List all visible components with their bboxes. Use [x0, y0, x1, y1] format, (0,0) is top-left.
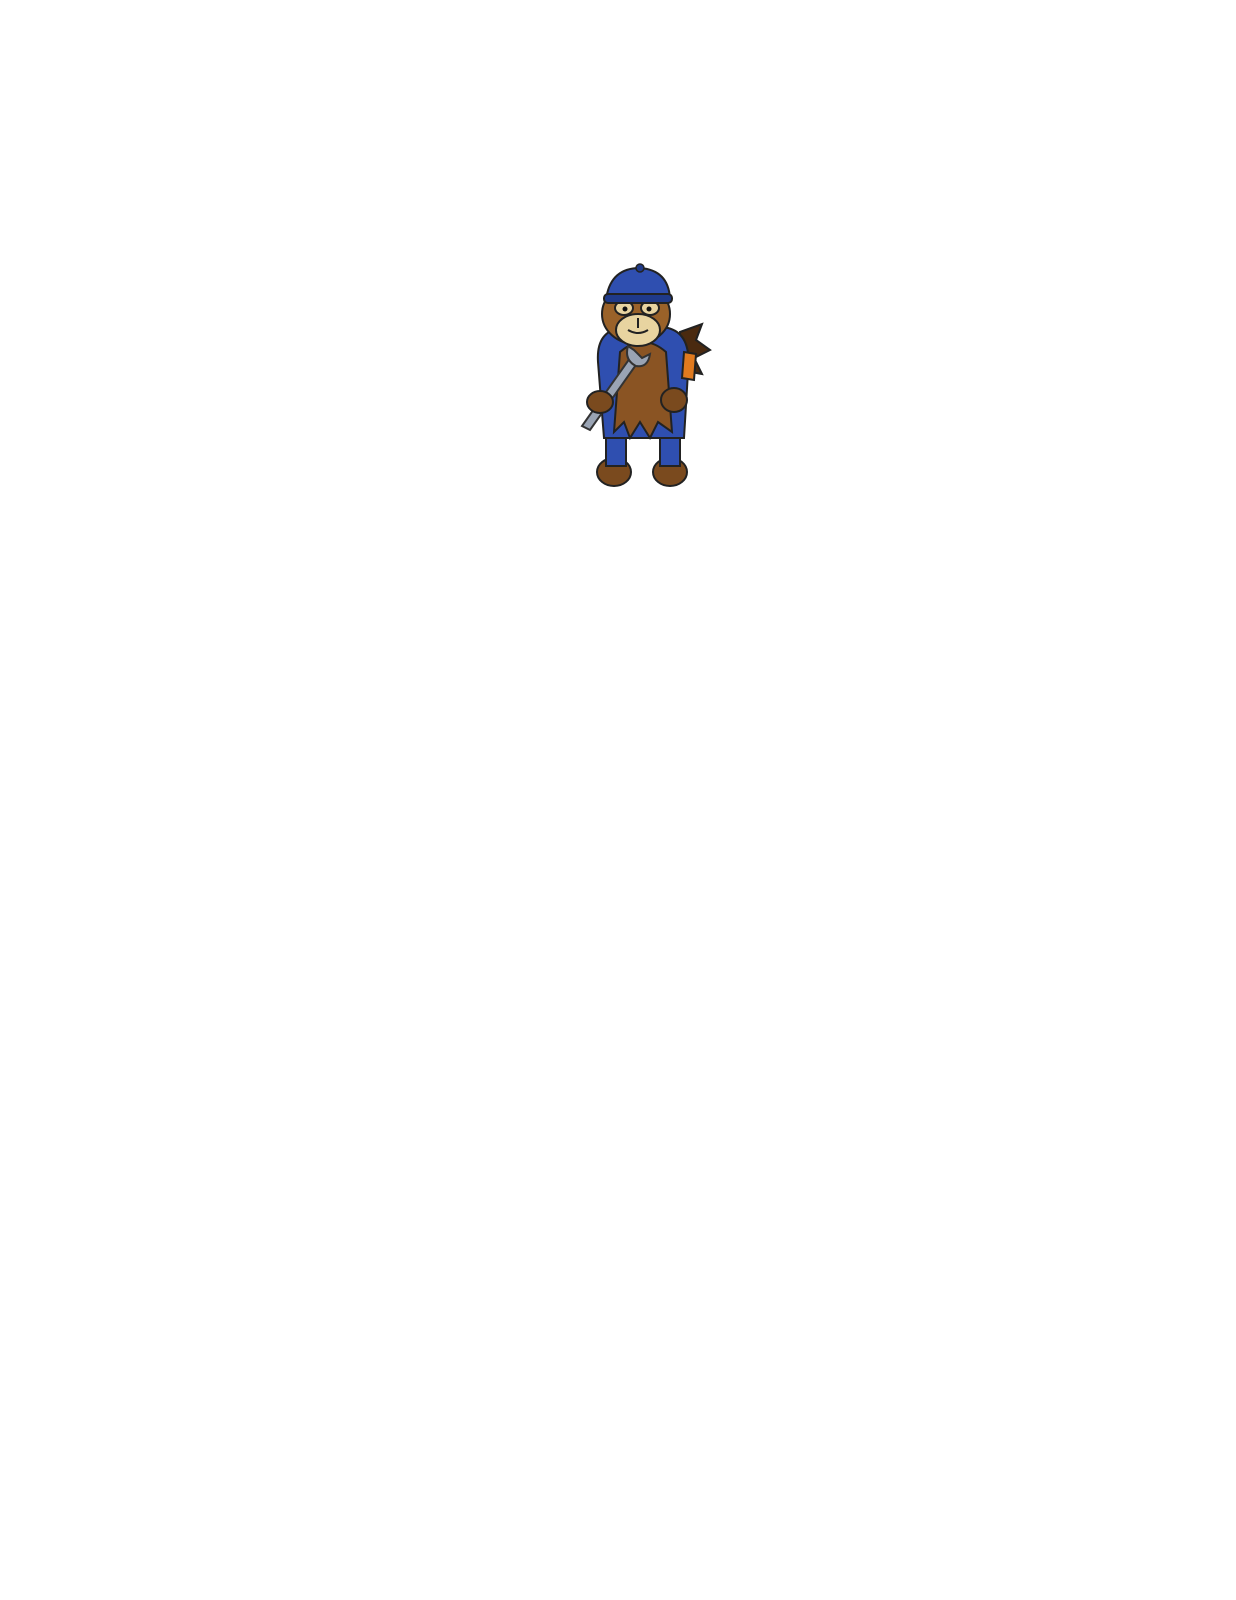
camel-plumber-icon	[568, 262, 718, 502]
